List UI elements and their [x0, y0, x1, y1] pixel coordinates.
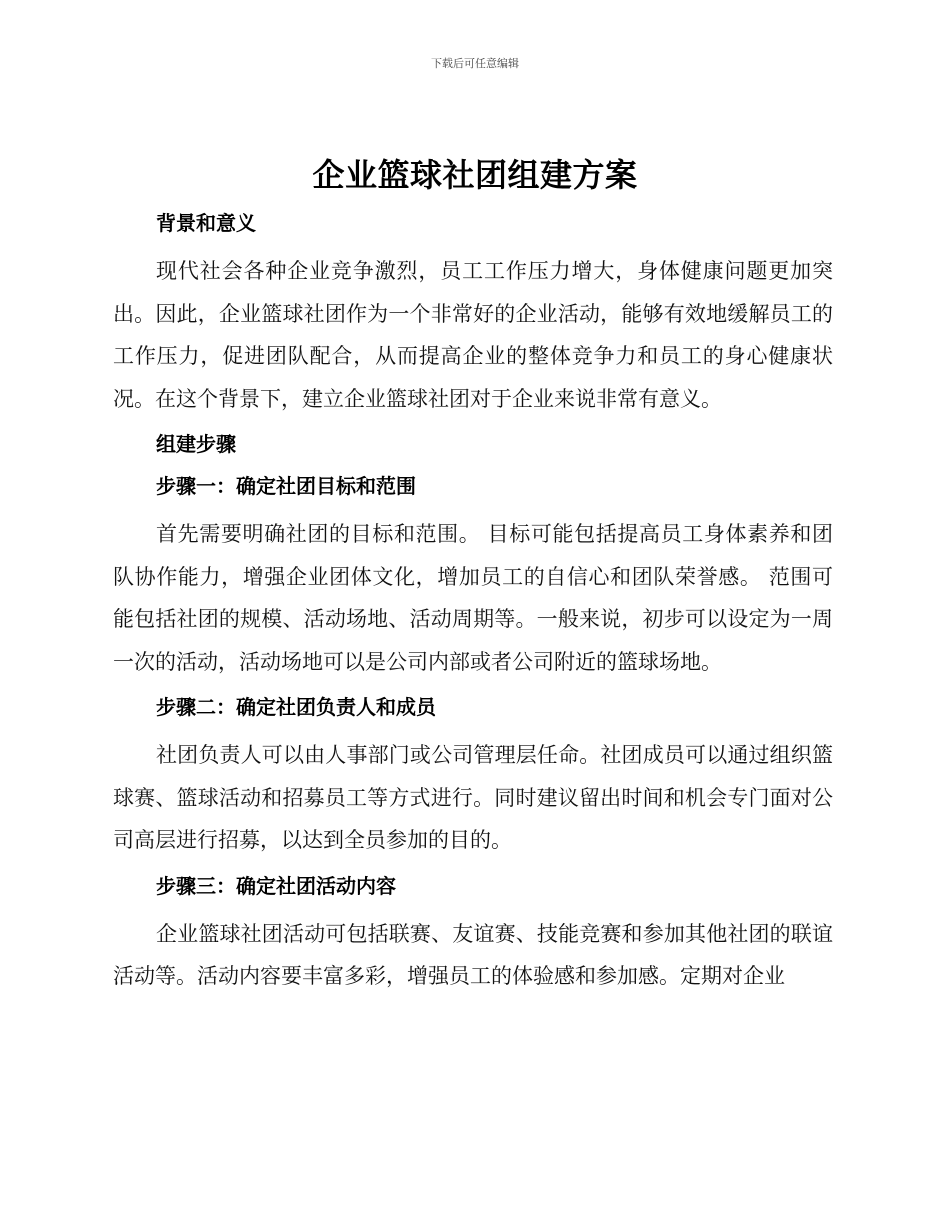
section-heading-steps: 组建步骤 — [156, 432, 236, 456]
paragraph-step-1: 首先需要明确社团的目标和范围。 目标可能包括提高员工身体素养和团队协作能力，增强企业团体文化，增加员工的自信心和团队荣誉感。 范围可能包括社团的规模、活动场地、活动周期等。一般来说，初步可以设定为一周一次的活动，活动场地可以是公司内部或者公司附近的篮球场地。 — [113, 522, 833, 674]
document-body — [113, 200, 833, 1007]
document-title: 企业篮球社团组建方案 — [312, 156, 638, 194]
header-note: 下载后可任意编辑 — [431, 57, 519, 70]
step-heading-1: 步骤一：确定社团目标和范围 — [156, 474, 416, 498]
paragraph-step-2: 社团负责人可以由人事部门或公司管理层任命。社团成员可以通过组织篮球赛、篮球活动和招募员工等方式进行。同时建议留出时间和机会专门面对公司高层进行招募，以达到全员参加的目的。 — [113, 743, 833, 852]
paragraph-step-3: 企业篮球社团活动可包括联赛、友谊赛、技能竞赛和参加其他社团的联谊活动等。活动内容要丰富多彩，增强员工的体验感和参加感。定期对企业 — [113, 921, 833, 988]
step-heading-3: 步骤三：确定社团活动内容 — [156, 873, 396, 898]
step-heading-2: 步骤二：确定社团负责人和成员 — [156, 695, 436, 719]
section-heading-background: 背景和意义 — [156, 211, 256, 235]
paragraph-background: 现代社会各种企业竞争激烈，员工工作压力增大，身体健康问题更加突出。因此，企业篮球社团作为一个非常好的企业活动，能够有效地缓解员工的工作压力，促进团队配合，从而提高企业的整体竞争力和员工的身心健康状况。在这个背景下，建立企业篮球社团对于企业来说非常有意义。 — [113, 259, 833, 411]
